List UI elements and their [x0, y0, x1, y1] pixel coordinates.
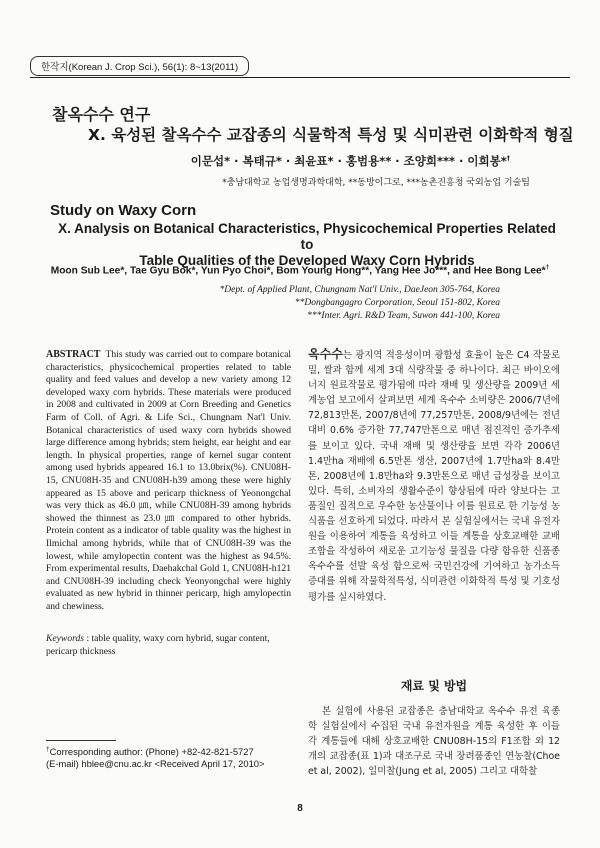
korean-series-title: 찰옥수수 연구	[52, 105, 151, 124]
footnote-rule	[46, 740, 116, 741]
footnote-email: (E-mail) hblee@cnu.ac.kr <Received April 17, 2010>	[46, 758, 265, 770]
english-series-title: Study on Waxy Corn	[50, 202, 197, 219]
intro-lead-word: 옥수수	[308, 347, 343, 361]
abstract	[46, 349, 291, 613]
methods-heading: 재료 및 방법	[400, 679, 468, 693]
abstract-text: This study was carried out to compare botanical characteristics, physicochemical properties related to table quality and feed values and develop a new variety among 12 developed waxy corn hybrids. These materials were produced in 2008 and cultivated in 2009 at Corn Breeding and Genetics Farm of Coll. of Agri. & Life Sci., Chungnam Nat'l Univ. Botanical characteristics of used waxy corn hybrids showed large difference among hybrids; stem height, ear height and ear length. In physical properties, range of kernel sugar content among used hybrids appeared 16.1 to 13.0brix(%). CNU08H-15, CNU08H-35 and CNU08H-h39 among these were highly appeared as 15 above and pericarp thickness of Yeonongchal was very thick as 46.0 ㎛, while CNU08H-39 among hybrids showed the thinnest as 23.0 ㎛ compared to other hybrids. Protein content as a indicator of table quality was the highest in Ilmichal among hybrids, while that of CNU08H-39 was the lowest, while amylopectin content was the highest as 94.5%. From experimental results, Daehakchal Gold 1, CNU08H-h121 and CNU08H-39 including check Yeonyongchal were highly evaluated as new hybrid in thinner pericarp, high amylopectin and chewiness.	[46, 349, 291, 612]
footnote-phone: Corresponding author: (Phone) +82-42-821-5727	[49, 746, 254, 758]
intro-text: 는 광지역 적응성이며 광합성 효율이 높은 C4 작물로 밀, 쌀과 함께 세계 3대 식량작물 중 하나이다. 최근 바이오에너지 원료작물로 평가됨에 따라 재배 및 생산량을 2009년 세계농업 보고에서 살펴보면 세계 옥수수 소비량은 2006/7년에 72,813만톤, 2007/8년에 77,257만톤, 2008/9년에는 전년대비 0.6% 증가한 77,747만톤으로 매년 점진적인 증가추세를 보이고 있다. 국내 재배 및 생산량을 보면 각각 2006년 1.4만ha 재배에 6.5만톤 생산, 2007년에 1.7만ha와 8.4만톤, 2008년에 1.8만ha와 9.3만톤으로 매년 급성장을 보이고 있다. 특히, 소비자의 생활수준이 향상됨에 따라 양보다는 고품질인 질적으로 우수한 농산물이나 이를 원료로 한 기능성 농식품을 선호하게 되었다. 따라서 본 실험실에서는 국내 유전자원을 이용하여 계통을 육성하고 이들 계통을 상호교배한 교배조합을 작성하여 새로운 고기능성 물질을 다량 함유한 신품종 옥수수를 선발 육성 함으로써 국민건강에 기여하고 농가소득 증대를 위해 작물학적특성, 식미관련 이화학적 특성 및 기호성 평가를 실시하였다.	[308, 350, 560, 603]
english-title-line2: Table Qualities of the Developed Waxy Corn Hybrids	[139, 253, 475, 268]
english-title-line1: X. Analysis on Botanical Characteristics, Physicochemical Properties Related to	[58, 221, 556, 252]
keywords-label: Keywords	[46, 633, 85, 644]
korean-title: X. 육성된 찰옥수수 교잡종의 식물학적 특성 및 식미관련 이화학적 형질	[88, 126, 574, 144]
korean-authors: 이문섭* · 복태규* · 최윤표* · 홍범용** · 조양희*** · 이희봉*†	[190, 154, 510, 168]
page-number: 8	[297, 803, 303, 814]
keywords	[46, 633, 296, 658]
affiliation-1: *Dept. of Applied Plant, Chungnam Nat'l Univ., DaeJeon 305-764, Korea	[219, 285, 500, 295]
affiliation-3: ***Inter. Agri. R&D Team, Suwon 441-100, Korea	[307, 311, 500, 321]
keywords-text: : table quality, waxy corn hybrid, sugar content, pericarp thickness	[46, 633, 270, 657]
english-authors: Moon Sub Lee*, Tae Gyu Bok*, Yun Pyo Choi*, Bom Young Hong**, Yang Hee Jo***, and Hee Bong Lee*†	[50, 264, 550, 277]
english-title	[52, 221, 562, 269]
affiliation-2: **Dongbangagro Corporation, Seoul 151-802, Korea	[294, 298, 500, 308]
methods-text: 본 실험에 사용된 교잡종은 충남대학교 옥수수 유전 육종학 실험실에서 수집된 국내 유전자원을 계통 육성한 후 이들 각 계통들에 대해 상호교배한 CNU08H-15의 F1조합 외 12개의 교잡종(표 1)과 대조구로 국내 장려품종인 연농찰(Choe et al, 2002), 일미찰(Jung et al, 2005) 그리고 대학찰	[308, 706, 560, 778]
corresponding-footnote: †Corresponding author: (Phone) +82-42-821-5727 (E-mail) hblee@cnu.ac.kr <Received April 17, 2010>	[46, 744, 296, 770]
abstract-heading: ABSTRACT	[46, 349, 101, 360]
journal-citation: 한작지(Korean J. Crop Sci.), 56(1): 8~13(2011)	[30, 56, 249, 76]
introduction	[308, 347, 560, 605]
header-rule	[30, 77, 570, 78]
korean-affiliations: *충남대학교 농업생명과학대학, **동방이그로, ***농촌진흥청 국외농업 기술팀	[222, 178, 530, 188]
english-affiliations	[140, 284, 500, 323]
